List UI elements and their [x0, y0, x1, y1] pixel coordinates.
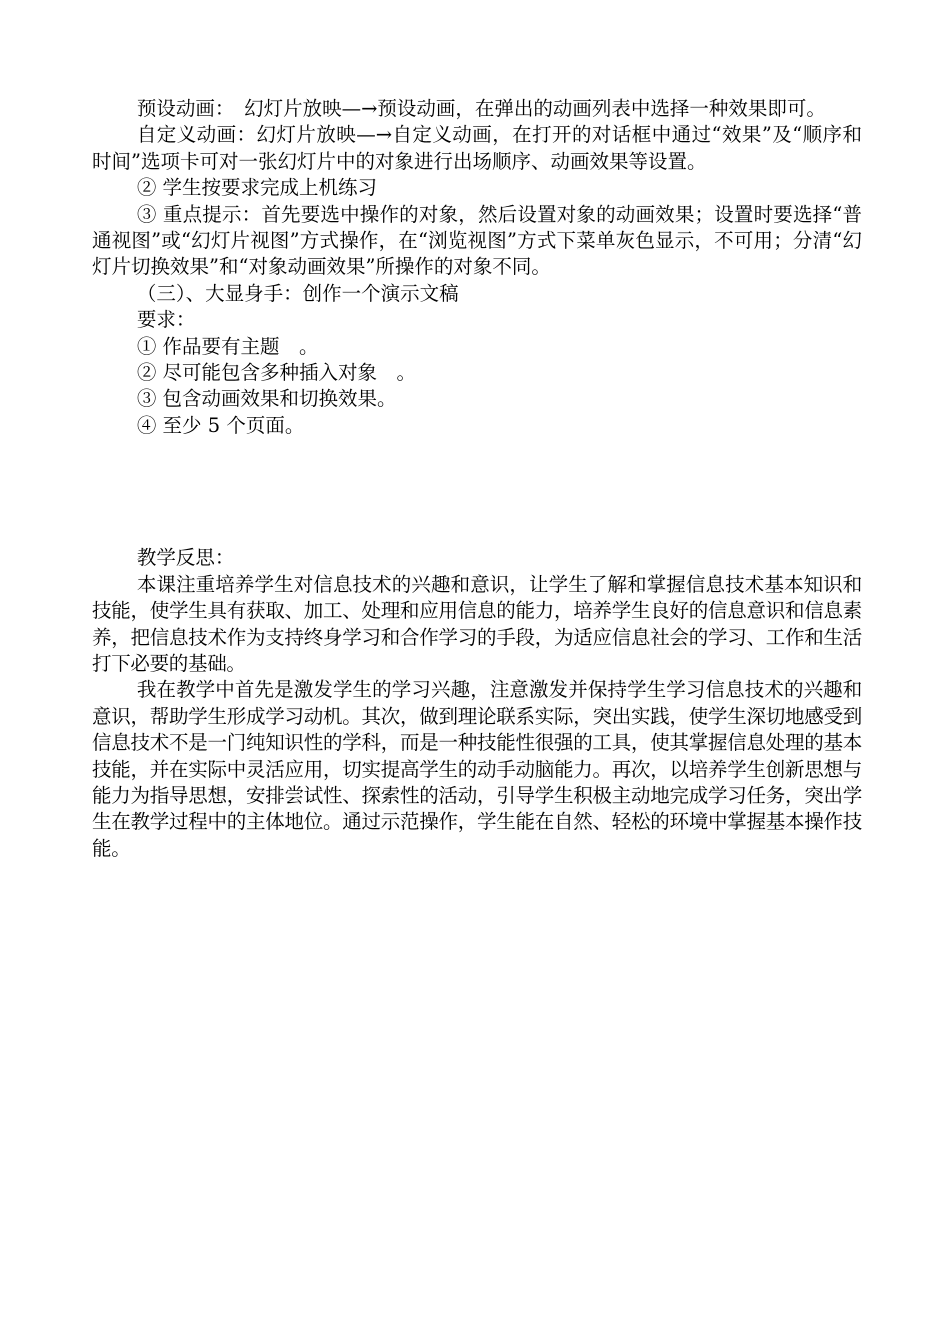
blank-space: [92, 439, 862, 545]
document-page: [92, 96, 862, 862]
practice-item: ② 学生按要求完成上机练习: [136, 176, 378, 200]
reflection-label: 教学反思：: [136, 546, 235, 570]
key-tip-paragraph: ③ 重点提示：首先要选中操作的对象，然后设置对象的动画效果；设置时要选择“普通视图”或“幻灯片视图”方式操作，在“浏览视图”方式下菜单灰色显示，不可用；分清“幻灯片切换效果”和“对象动画效果”所操作的对象不同。: [92, 202, 862, 279]
requirements-label: 要求：: [136, 308, 196, 332]
requirement-item: ③ 包含动画效果和切换效果。: [136, 387, 397, 411]
reflection-paragraph-2: 我在教学中首先是激发学生的学习兴趣，注意激发并保持学生学习信息技术的兴趣和意识，帮助学生形成学习动机。其次，做到理论联系实际，突出实践，使学生深切地感受到信息技术不是一门纯知识性的学科，而是一种技能性很强的工具，使其掌握信息处理的基本技能，并在实际中灵活应用，切实提高学生的动手动脑能力。再次，以培养学生创新思想与能力为指导思想，安排尝试性、探索性的活动，引导学生积极主动地完成学习任务，突出学生在教学过程中的主体地位。通过示范操作，学生能在自然、轻松的环境中掌握基本操作技能。: [92, 678, 862, 860]
section-heading: （三）、大显身手：创作一个演示文稿: [136, 281, 459, 305]
preset-animation-paragraph: 预设动画： 幻灯片放映—→预设动画，在弹出的动画列表中选择一种效果即可。: [136, 97, 826, 120]
reflection-paragraph-1: 本课注重培养学生对信息技术的兴趣和意识，让学生了解和掌握信息技术基本知识和技能，使学生具有获取、加工、处理和应用信息的能力，培养学生良好的信息意识和信息素养，把信息技术作为支持终身学习和合作学习的手段，为适应信息社会的学习、工作和生活打下必要的基础。: [92, 572, 862, 675]
requirement-item: ② 尽可能包含多种插入对象 。: [136, 361, 417, 385]
requirement-item: ① 作品要有主题 。: [136, 334, 319, 358]
custom-animation-paragraph: 自定义动画：幻灯片放映—→自定义动画，在打开的对话框中通过“效果”及“顺序和时间”选项卡可对一张幻灯片中的对象进行出场顺序、动画效果等设置。: [92, 123, 862, 173]
requirement-item: ④ 至少 5 个页面。: [136, 413, 305, 437]
